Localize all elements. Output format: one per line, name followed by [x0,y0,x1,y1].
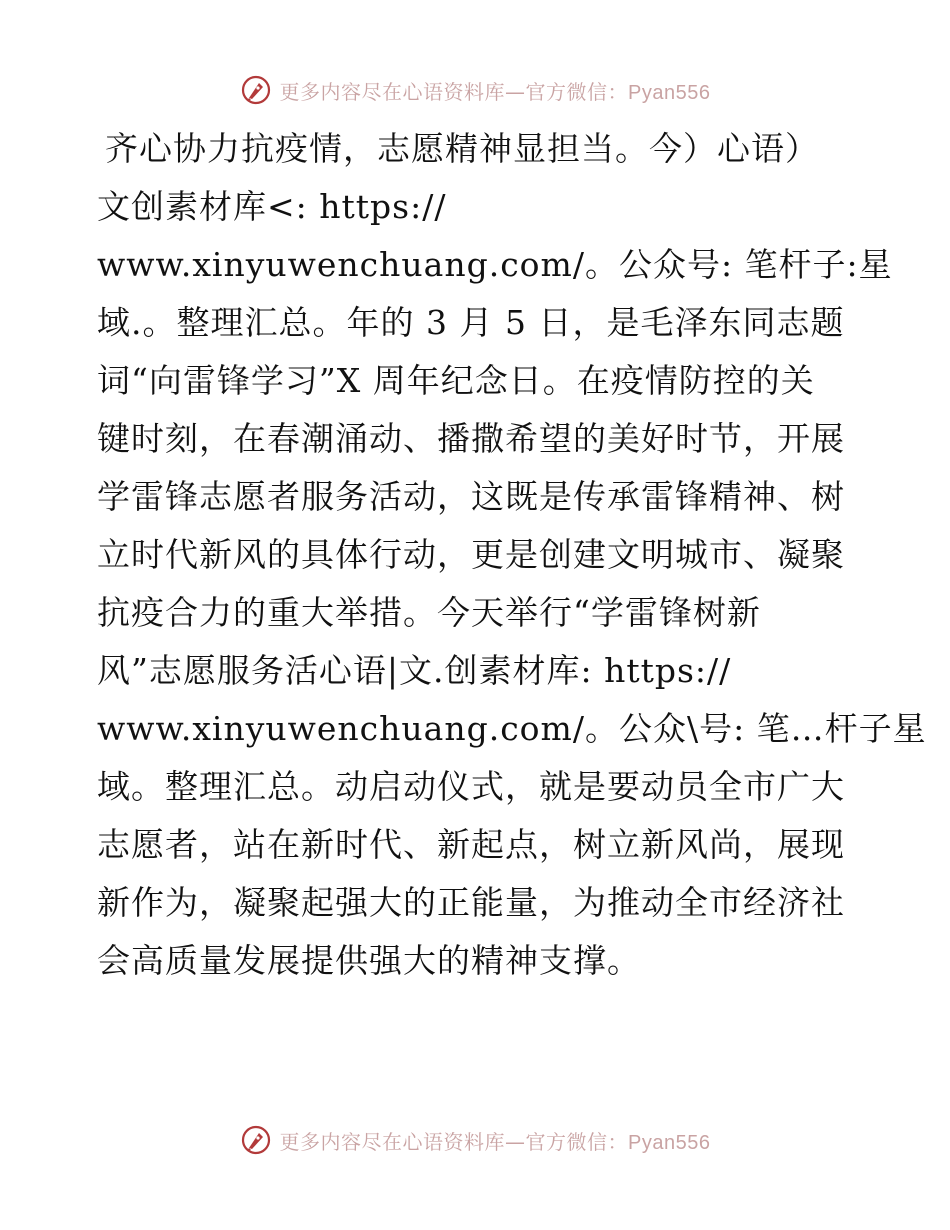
body-line: 齐心协力抗疫情，志愿精神显担当。今）心语） [105,129,819,168]
body-line: 立时代新风的具体行动，更是创建文明城市、凝聚 [97,535,845,574]
body-line: 词“向雷锋学习”X 周年纪念日。在疫情防控的关 [97,361,815,400]
pen-nib-logo-icon [240,1124,272,1156]
header-banner [0,70,950,110]
footer-banner-text: 更多内容尽在心语资料库—官方微信：Pyan556 [279,1129,711,1154]
header-wechat-id: Pyan556 [628,81,711,104]
body-line: 志愿者，站在新时代、新起点，树立新风尚，展现 [97,825,845,864]
body-line: 会高质量发展提供强大的精神支撑。 [97,941,641,980]
footer-banner [0,1120,950,1160]
pen-nib-logo-icon [240,74,272,106]
body-line: 文创素材库<: https:// [97,187,447,226]
body-line: 学雷锋志愿者服务活动，这既是传承雷锋精神、树 [97,477,845,516]
body-line: 抗疫合力的重大举措。今天举行“学雷锋树新 [97,593,761,632]
body-line: 新作为，凝聚起强大的正能量，为推动全市经济社 [97,883,845,922]
body-line: www.xinyuwenchuang.com/。公众\号: 笔…杆子星 [97,709,927,748]
footer-wechat-id: Pyan556 [628,1131,711,1154]
body-line: www.xinyuwenchuang.com/。公众号: 笔杆子:星 [97,245,893,284]
body-line: 域。整理汇总。动启动仪式，就是要动员全市广大 [97,767,845,806]
body-line: 键时刻，在春潮涌动、播撒希望的美好时节，开展 [97,419,845,458]
article-body [97,120,927,990]
header-banner-text: 更多内容尽在心语资料库—官方微信：Pyan556 [279,79,711,104]
body-line: 风”志愿服务活心语|文.创素材库: https:// [97,651,732,690]
body-line: 域.。整理汇总。年的 3 月 5 日，是毛泽东同志题 [97,303,845,342]
